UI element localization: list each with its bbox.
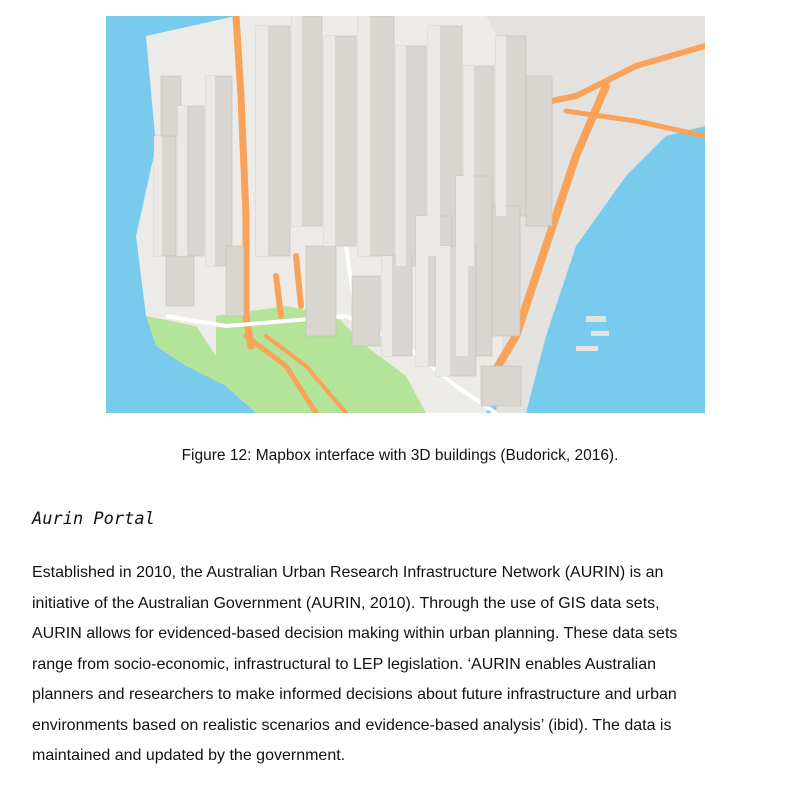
paragraph-line: environments based on realistic scenarios and evidence-based analysis’ (ibid). The data is [32,716,672,734]
paragraph-line: range from socio-economic, infrastructural to LEP legislation. ‘AURIN enables Australian [32,655,656,673]
3d-city-map-image [106,16,705,413]
paragraph-line: maintained and updated by the government. [32,747,346,764]
paragraph-line: Established in 2010, the Australian Urban Research Infrastructure Network (AURIN) is an [32,564,664,581]
figure-caption: Figure 12: Mapbox interface with 3D buildings (Budorick, 2016). [181,447,619,464]
body-paragraph [32,558,777,772]
paragraph-line: AURIN allows for evidenced-based decision making within urban planning. These data sets [32,625,678,642]
section-heading: Aurin Portal [32,509,155,529]
paragraph-line: planners and researchers to make informed decisions about future infrastructure and urban [32,686,677,703]
paragraph-line: initiative of the Australian Government (AURIN, 2010). Through the use of GIS data sets, [32,594,660,612]
map-figure [106,16,705,413]
